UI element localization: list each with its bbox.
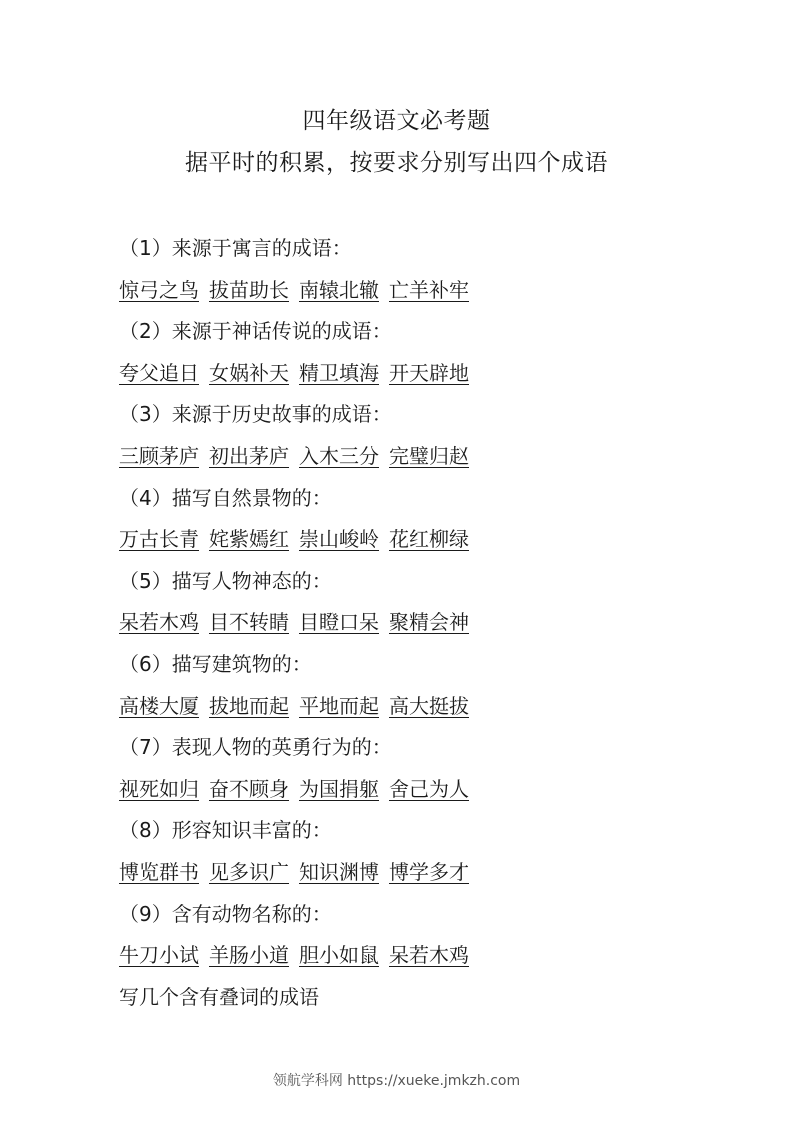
closing-prompt: 写几个含有叠词的成语 bbox=[119, 984, 319, 1009]
idiom-answer: 姹紫嫣红 bbox=[209, 527, 289, 552]
idiom-answer: 花红柳绿 bbox=[389, 527, 469, 552]
idiom-answer: 精卫填海 bbox=[299, 360, 379, 385]
idiom-row bbox=[119, 519, 719, 561]
section-heading: （7）表现人物的英勇行为的： bbox=[119, 735, 392, 760]
idiom-answer: 入木三分 bbox=[299, 443, 379, 468]
section-heading: （1）来源于寓言的成语： bbox=[119, 236, 352, 260]
idiom-answer: 为国捐躯 bbox=[299, 776, 379, 801]
idiom-row bbox=[119, 602, 719, 644]
section-heading: （6）描写建筑物的： bbox=[119, 651, 312, 676]
section-heading: （5）描写人物神态的： bbox=[119, 568, 332, 593]
section-heading: （3）来源于历史故事的成语： bbox=[119, 402, 392, 427]
idiom-row bbox=[119, 270, 719, 312]
idiom-answer: 胆小如鼠 bbox=[299, 943, 379, 968]
idiom-answer: 舍己为人 bbox=[389, 776, 469, 801]
idiom-row bbox=[119, 686, 719, 728]
idiom-section-list bbox=[119, 228, 719, 1018]
idiom-answer: 聚精会神 bbox=[389, 610, 469, 635]
idiom-answer: 万古长青 bbox=[119, 527, 199, 552]
idiom-row bbox=[119, 769, 719, 811]
idiom-answer: 羊肠小道 bbox=[209, 943, 289, 968]
idiom-answer: 奋不顾身 bbox=[209, 776, 289, 801]
section-heading: （8）形容知识丰富的： bbox=[119, 818, 332, 843]
idiom-answer: 目不转睛 bbox=[209, 610, 289, 635]
idiom-answer: 视死如归 bbox=[119, 776, 199, 801]
idiom-answer: 博览群书 bbox=[119, 859, 199, 884]
idiom-answer: 见多识广 bbox=[209, 859, 289, 884]
idiom-answer: 高大挺拔 bbox=[389, 693, 469, 718]
idiom-answer: 三顾茅庐 bbox=[119, 443, 199, 468]
idiom-answer: 高楼大厦 bbox=[119, 693, 199, 718]
idiom-answer: 夸父追日 bbox=[119, 360, 199, 385]
idiom-answer: 崇山峻岭 bbox=[299, 527, 379, 552]
idiom-row bbox=[119, 852, 719, 894]
idiom-answer: 亡羊补牢 bbox=[389, 277, 469, 302]
idiom-answer: 呆若木鸡 bbox=[389, 943, 469, 968]
section-heading: （9）含有动物名称的： bbox=[119, 901, 332, 926]
idiom-answer: 南辕北辙 bbox=[299, 277, 379, 302]
idiom-answer: 博学多才 bbox=[389, 859, 469, 884]
idiom-answer: 拔苗助长 bbox=[209, 277, 289, 302]
page-title: 四年级语文必考题 bbox=[302, 108, 491, 134]
idiom-answer: 女娲补天 bbox=[209, 360, 289, 385]
footer-source: 领航学科网 https://xueke.jmkzh.com bbox=[272, 1073, 521, 1089]
idiom-row bbox=[119, 353, 719, 395]
idiom-row bbox=[119, 436, 719, 478]
idiom-answer: 完璧归赵 bbox=[389, 443, 469, 468]
idiom-answer: 初出茅庐 bbox=[209, 443, 289, 468]
section-heading: （2）来源于神话传说的成语： bbox=[119, 319, 392, 344]
idiom-answer: 平地而起 bbox=[299, 693, 379, 718]
idiom-row bbox=[119, 935, 719, 977]
idiom-answer: 牛刀小试 bbox=[119, 943, 199, 968]
section-heading: （4）描写自然景物的： bbox=[119, 485, 332, 510]
idiom-answer: 目瞪口呆 bbox=[299, 610, 379, 635]
idiom-answer: 开天辟地 bbox=[389, 360, 469, 385]
idiom-answer: 呆若木鸡 bbox=[119, 610, 199, 635]
idiom-answer: 知识渊博 bbox=[299, 859, 379, 884]
idiom-answer: 拔地而起 bbox=[209, 693, 289, 718]
idiom-answer: 惊弓之鸟 bbox=[119, 277, 199, 302]
page-subtitle: 据平时的积累，按要求分别写出四个成语 bbox=[185, 150, 608, 176]
